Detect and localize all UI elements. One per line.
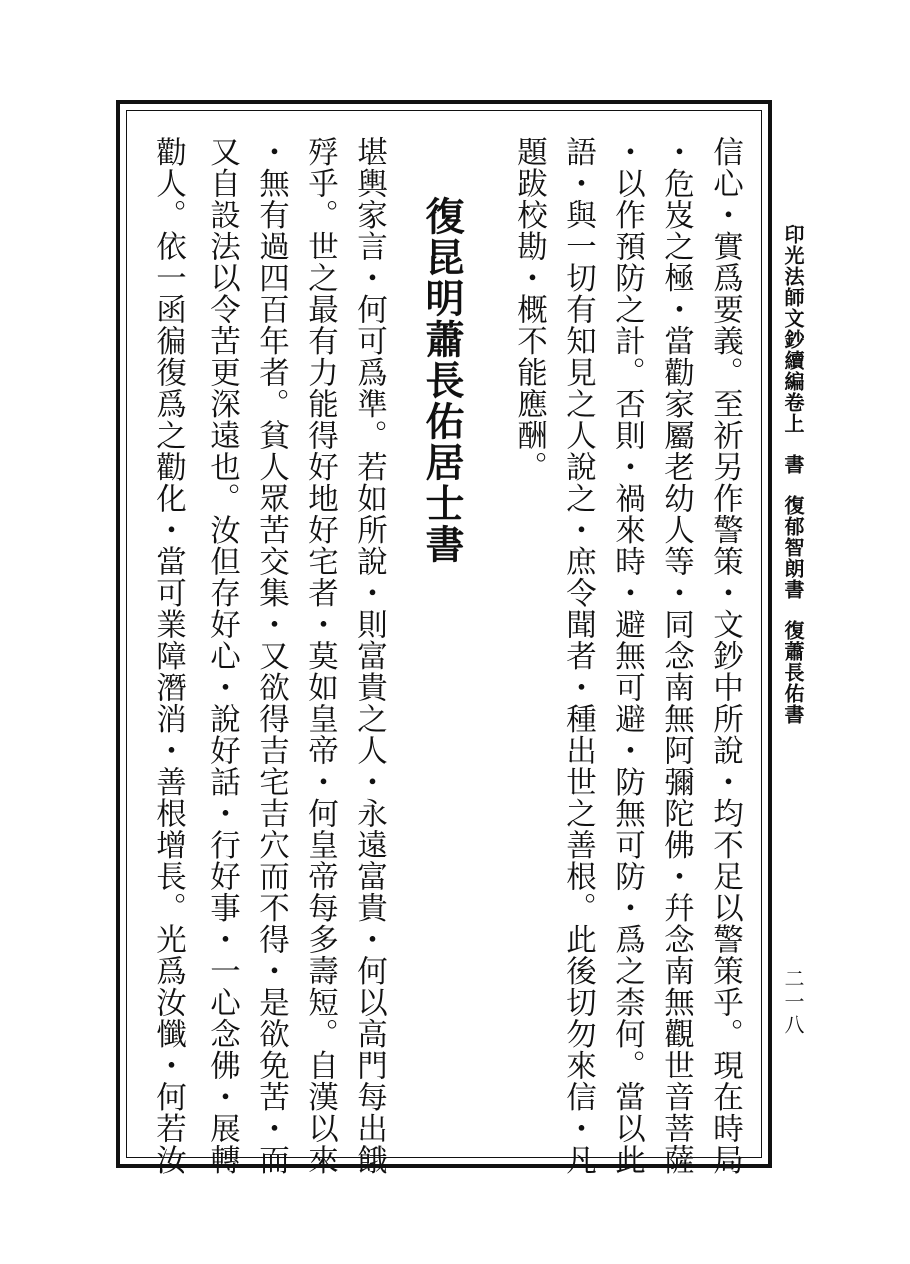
header-book-title: 印光法師文鈔續編卷上	[781, 224, 805, 434]
text-column-5: 題跋校勘・概不能應酬。	[511, 136, 547, 483]
header-letter-2: 復蕭長佑書	[781, 620, 805, 725]
text-column-4: 語・與一切有知見之人說之・庶令聞者・種出世之善根。此後切勿來信・凡	[560, 136, 596, 1176]
header-section: 書	[781, 454, 805, 475]
page-number: 二一八	[781, 968, 805, 1037]
text-column-3: ・以作預防之計。否則・禍來時・避無可避・防無可防・爲之柰何。當以此	[609, 136, 645, 1176]
text-column-1: 信心・實爲要義。至祈另作警策・文鈔中所說・均不足以警策乎。現在時局	[707, 136, 743, 1176]
text-column-8: ・無有過四百年者。貧人眾苦交集・又欲得吉宅吉穴而不得・是欲免苦・而	[253, 136, 289, 1176]
header-letter-1: 復郁智朗書	[781, 495, 805, 600]
text-column-7: 殍乎。世之最有力能得好地好宅者・莫如皇帝・何皇帝每多壽短。自漢以來	[302, 136, 338, 1176]
text-column-6: 堪輿家言・何可爲準。若如所說・則富貴之人・永遠富貴・何以高門每出餓	[351, 136, 387, 1176]
text-column-9: 又自設法以令苦更深遠也。汝但存好心・說好話・行好事・一心念佛・展轉	[204, 136, 240, 1176]
letter-title: 復昆明蕭長佑居士書	[419, 196, 465, 565]
running-header	[783, 224, 803, 725]
text-column-2: ・危岌之極・當勸家屬老幼人等・同念南無阿彌陀佛・幷念南無觀世音菩薩	[658, 136, 694, 1176]
text-column-10: 勸人。依一函徧復爲之勸化・當可業障潛消・善根增長。光爲汝懺・何若汝	[150, 136, 186, 1176]
